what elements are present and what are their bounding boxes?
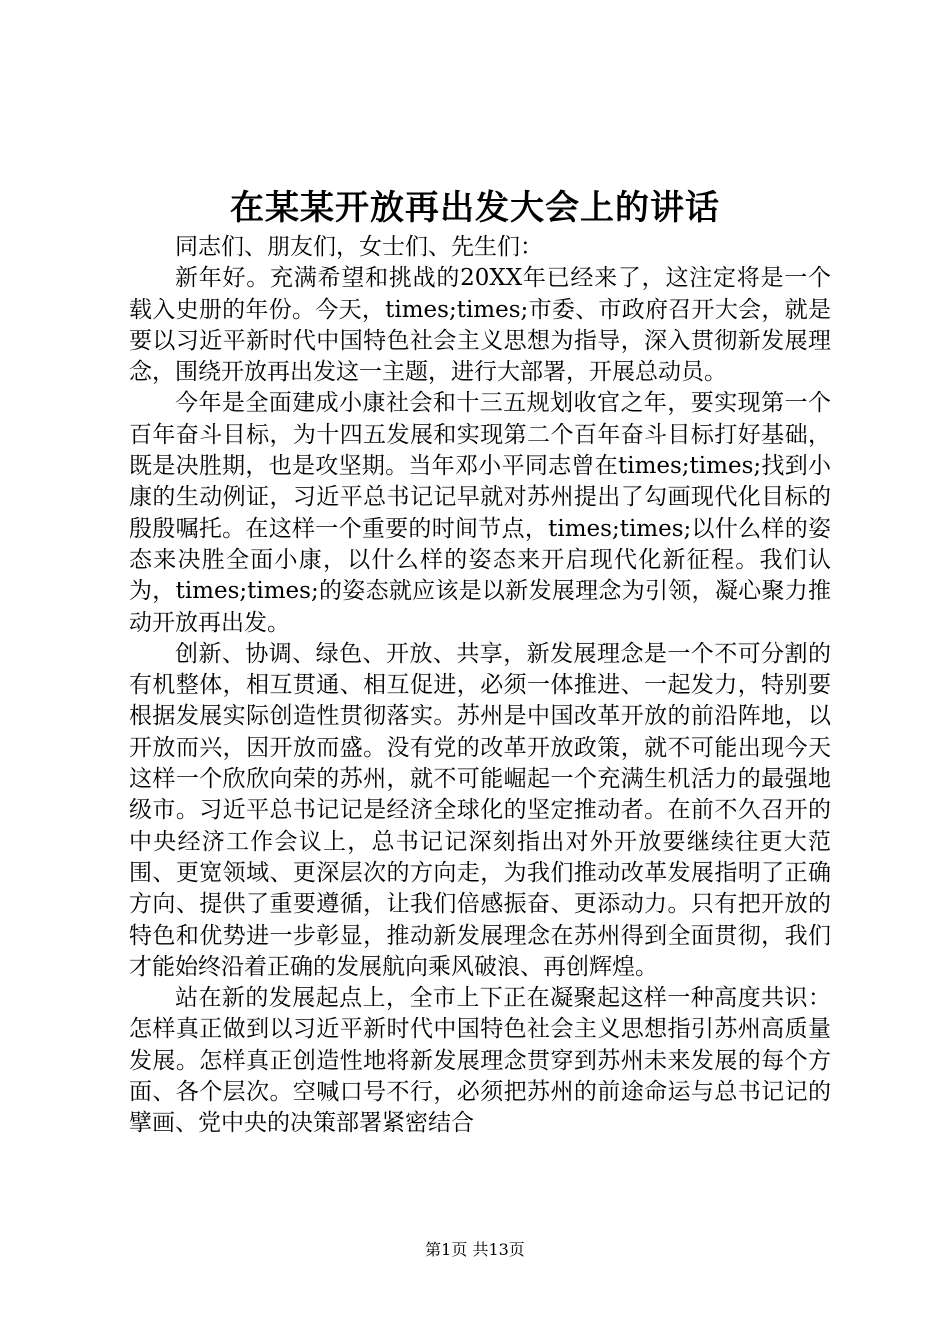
document-body bbox=[129, 232, 831, 1140]
body-paragraph: 今年是全面建成小康社会和十三五规划收官之年，要实现第一个百年奋斗目标，为十四五发展和实现第二个百年奋斗目标打好基础，既是决胜期，也是攻坚期。当年邓小平同志曾在times;times;找到小康的生动例证，习近平总书记记早就对苏州提出了勾画现代化目标的殷殷嘱托。在这样一个重要的时间节点，times;times;以什么样的姿态来决胜全面小康，以什么样的姿态来开启现代化新征程。我们认为，times;times;的姿态就应该是以新发展理念为引领，凝心聚力推动开放再出发。 bbox=[129, 390, 831, 636]
salutation-paragraph: 同志们、朋友们，女士们、先生们： bbox=[175, 234, 543, 260]
page-number-footer: 第1页 共13页 bbox=[425, 1240, 525, 1259]
document-title: 在某某开放再出发大会上的讲话 bbox=[230, 188, 720, 228]
body-paragraph: 站在新的发展起点上，全市上下正在凝聚起这样一种高度共识：怎样真正做到以习近平新时代中国特色社会主义思想指引苏州高质量发展。怎样真正创造性地将新发展理念贯穿到苏州未来发展的每个方面、各个层次。空喊口号不行，必须把苏州的前途命运与总书记记的擘画、党中央的决策部署紧密结合 bbox=[129, 985, 831, 1137]
body-paragraph: 创新、协调、绿色、开放、共享，新发展理念是一个不可分割的有机整体，相互贯通、相互促进，必须一体推进、一起发力，特别要根据发展实际创造性贯彻落实。苏州是中国改革开放的前沿阵地，以开放而兴，因开放而盛。没有党的改革开放政策，就不可能出现今天这样一个欣欣向荣的苏州，就不可能崛起一个充满生机活力的最强地级市。习近平总书记记是经济全球化的坚定推动者。在前不久召开的中央经济工作会议上，总书记记深刻指出对外开放要继续往更大范围、更宽领域、更深层次的方向走，为我们推动改革发展指明了正确方向、提供了重要遵循，让我们倍感振奋、更添动力。只有把开放的特色和优势进一步彰显，推动新发展理念在苏州得到全面贯彻，我们才能始终沿着正确的发展航向乘风破浪、再创辉煌。 bbox=[129, 640, 831, 980]
body-paragraph: 新年好。充满希望和挑战的20XX年已经来了，这注定将是一个载入史册的年份。今天，times;times;市委、市政府召开大会，就是要以习近平新时代中国特色社会主义思想为指导，深入贯彻新发展理念，围绕开放再出发这一主题，进行大部署，开展总动员。 bbox=[129, 265, 831, 386]
